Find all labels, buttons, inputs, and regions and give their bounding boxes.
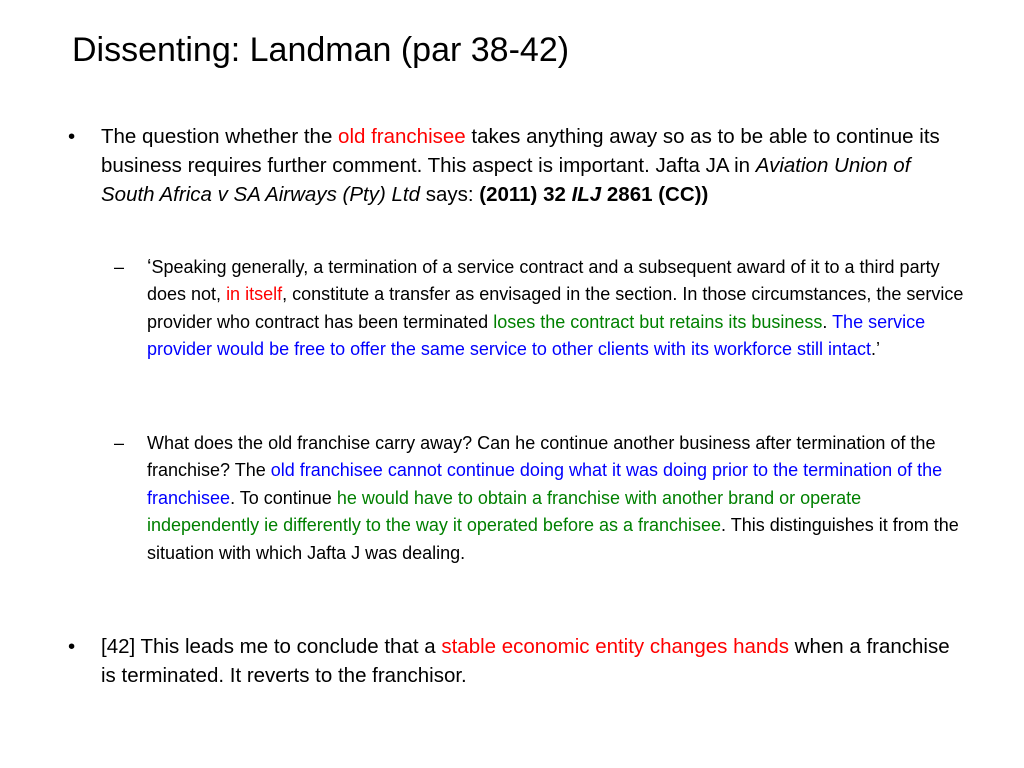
highlight-in-itself: in itself (226, 284, 283, 305)
quote-text (147, 254, 974, 364)
text-run: when a franchise is terminated. It reverts to the franchisor. (101, 635, 950, 687)
highlight-cannot-continue: old franchisee cannot continue doing what it was doing prior to the termination of the franchisee (147, 460, 943, 508)
text-run: What does the old franchise carry away? Can he continue another business after termination of the franchise? The (147, 433, 936, 481)
open-quote: ‘ (147, 256, 152, 278)
dash-marker: – (114, 433, 125, 453)
bullet-marker: • (68, 125, 76, 148)
subbullet-quote (114, 254, 974, 364)
citation-journal: ILJ (571, 183, 602, 206)
text-run: . To continue (230, 487, 337, 508)
text-run: [42] This leads me to conclude that a (101, 635, 442, 658)
text-run: Speaking generally, a termination of a service contract and a subsequent award of it to a third party does not, (147, 257, 940, 305)
text-run: . (822, 311, 833, 332)
highlight-free-to-offer: The service provider would be free to offer the same service to other clients with its workforce still intact (147, 311, 926, 360)
highlight-old-franchisee: old franchisee (338, 125, 466, 148)
bullet-text (101, 122, 968, 209)
bullet-marker: • (68, 635, 76, 658)
question-text (147, 430, 974, 567)
highlight-obtain-franchise: he would have to obtain a franchise with another brand or operate independently ie differently to the way it operated before as a franchisee (147, 487, 862, 536)
highlight-retains-business: loses the contract but retains its business (493, 311, 823, 332)
slide-title: Dissenting: Landman (par 38-42) (72, 31, 570, 69)
case-name: Aviation Union of South Africa v SA Airways (Pty) Ltd (101, 154, 911, 206)
bullet-question (68, 122, 968, 209)
text-run: , constitute a transfer as envisaged in the section. In those circumstances, the service provider who contract has been terminated (147, 284, 964, 332)
bullet-text (101, 632, 968, 690)
dash-marker: – (114, 257, 125, 277)
text-run: . This distinguishes it from the situation with which Jafta J was dealing. (147, 515, 959, 563)
text-run: .’ (870, 339, 880, 360)
text-run: takes anything away so as to be able to continue its business requires further comment. This aspect is important. Jafta JA in (101, 125, 940, 177)
text-run: says: (420, 183, 480, 206)
citation-part: (2011) 32 (479, 183, 572, 206)
subbullet-question (114, 430, 974, 567)
text-run: The question whether the (101, 125, 339, 148)
highlight-entity-changes-hands: stable economic entity changes hands (441, 635, 789, 658)
citation-part: 2861 (CC)) (601, 183, 709, 206)
bullet-conclusion (68, 632, 968, 690)
